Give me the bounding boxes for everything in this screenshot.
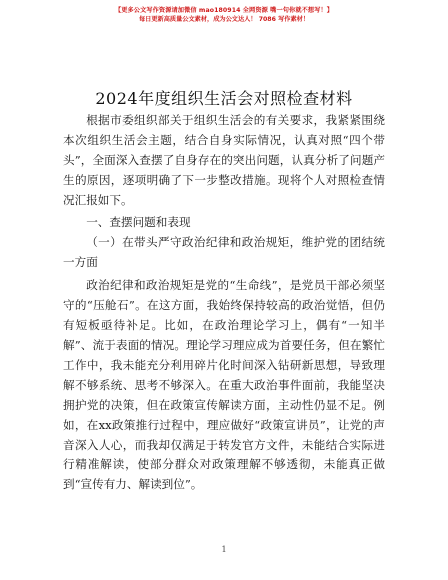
body-paragraph-2: 政治纪律和政治规矩是党的“生命线”，是党员干部必须坚守的“压舱石”。在这方面，我始终保持较高的政治觉悟，但仍有短板亟待补足。比如，在政治理论学习上，偶有“一知半解”、流于表面的情况。理论学习理应成为首要任务，但在繁忙工作中，我未能充分利用碎片化时间深入钻研新思想，导致理解不够系统、思考不够深入。在重大政治事件面前，我能坚决拥护党的决策，但在政策宣传解读方面，主动性仍显不足。例如，在xx政策推行过程中，理应做好“政策宣讲员”，让党的声音深入人心，而我却仅满足于转发官方文件，未能结合实际进行精准解读，使部分群众对政策理解不够透彻，未能真正做到“宣传有力、解读到位”。	[63, 278, 385, 492]
promo-banner-line-1: 【更多公文写作资源请加微信 mao180914 全网资源 嘴一句你就不想写！】	[114, 7, 334, 14]
page-number: 1	[221, 545, 227, 554]
section-heading-1: 一、查摆问题和表现	[86, 214, 191, 229]
intro-paragraph: 根据市委组织部关于组织生活会的有关要求，我紧紧围绕本次组织生活会主题，结合自身实际情况，认真对照“四个带头”，全面深入查摆了自身存在的突出问题，认真分析了问题产生的原因，逐项明确了下一步整改措施。现将个人对照检查情况汇报如下。	[63, 113, 385, 207]
subsection-heading-1: （一）在带头严守政治纪律和政治规矩，维护党的团结统一方面	[63, 235, 385, 270]
promo-banner	[0, 6, 448, 24]
promo-banner-line-2: 每日更新高质量公文素材，成为公文达人！ 7086 写作素材！	[138, 16, 310, 23]
document-title: 2024年度组织生活会对照检查材料	[95, 89, 353, 108]
document-body	[63, 111, 385, 495]
